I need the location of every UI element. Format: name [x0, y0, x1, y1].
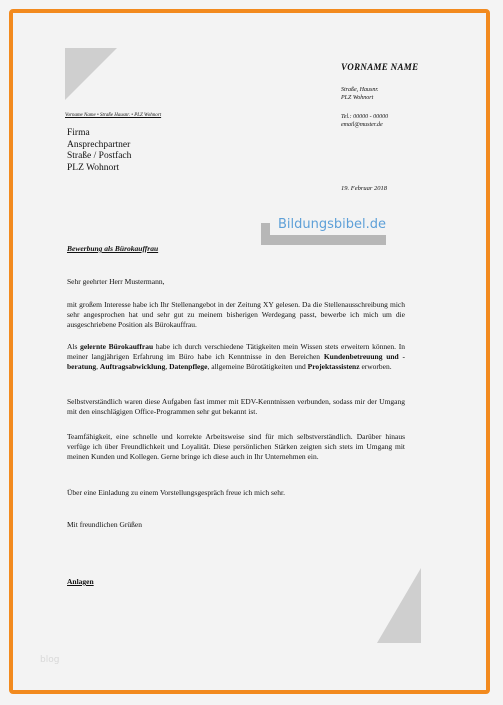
- paragraph-3: Selbstverständlich waren diese Aufgaben fast immer mit EDV-Kenntnissen verbunden, sodass mir der Umgang mit den einschlägigen Office-Programmen sehr gut bekannt ist.: [67, 397, 405, 416]
- bold-run: Datenpflege: [169, 362, 208, 371]
- attachments-label: Anlagen: [67, 577, 94, 586]
- text-run: habe ich durch verschiedene Tätigkeiten mein Wissen stets erweitern können. In meiner langjährigen Erfahrung im Büro habe ich Kenntnisse in den Bereichen: [67, 342, 405, 361]
- recipient-company: Firma: [67, 128, 90, 138]
- sender-name: VORNAME NAME: [341, 62, 419, 72]
- salutation: Sehr geehrter Herr Mustermann,: [67, 277, 165, 286]
- sender-city: PLZ Wohnort: [341, 95, 374, 101]
- text-run: ,: [165, 362, 170, 371]
- sender-contact: [341, 113, 388, 129]
- watermark: blog: [40, 655, 60, 665]
- recipient-address: [67, 128, 131, 174]
- paragraph-4: Teamfähigkeit, eine schnelle und korrekte Arbeitsweise sind für mich selbstverständlich. Darüber hinaus verfüge ich über Freundlichkeit und Loyalität. Diese persönlichen Stärken zeigten sich stets im Umgang mit meinen Kunden und Kollegen. Gerne bringe ich diese auch in Ihr Unternehmen ein.: [67, 432, 405, 461]
- sender-phone: Tel.: 00000 - 00000: [341, 114, 389, 120]
- sender-address: [341, 86, 379, 102]
- text-run: , allgemeine Bürotätigkeiten und: [207, 362, 308, 371]
- sender-street: Straße, Hausnr.: [341, 87, 379, 93]
- text-run: Als: [67, 342, 81, 351]
- recipient-street: Straße / Postfach: [67, 151, 132, 161]
- paragraph-5: Über eine Einladung zu einem Vorstellungsgespräch freue ich mich sehr.: [67, 488, 285, 497]
- sender-email: email@muster.de: [341, 122, 383, 128]
- bold-run: gelernte Bürokauffrau: [80, 342, 154, 351]
- text-run: erworben.: [359, 362, 392, 371]
- letter-subject: Bewerbung als Bürokauffrau: [67, 244, 159, 253]
- sender-return-line: Vorname Name • Straße Hausnr. • PLZ Wohnort: [65, 113, 162, 118]
- bold-run: Projektassistenz: [307, 362, 360, 371]
- bold-run: Auftragsabwicklung: [99, 362, 166, 371]
- letter-date: 19. Februar 2018: [341, 185, 388, 192]
- paragraph-1: mit großem Interesse habe ich Ihr Stellenangebot in der Zeitung XY gelesen. Da die Stellenausschreibung mich sehr angesprochen hat und sehr gut zu meinem bisherigen Werdegang passt, bewerbe ich mich um die ausgeschriebene Position als Bürokauffrau.: [67, 300, 405, 329]
- recipient-city: PLZ Wohnort: [67, 162, 120, 173]
- bold-run: Kundenbetreuung und -beratung: [67, 352, 405, 371]
- closing: Mit freundlichen Grüßen: [67, 520, 142, 529]
- corner-decoration-bottom-right: [377, 568, 421, 643]
- text-run: ,: [96, 362, 100, 371]
- recipient-contact: Ansprechpartner: [67, 139, 131, 150]
- corner-decoration-top-left: [65, 48, 117, 100]
- paragraph-2: [67, 342, 405, 372]
- site-logo: Bildungsbibel.de: [278, 217, 387, 232]
